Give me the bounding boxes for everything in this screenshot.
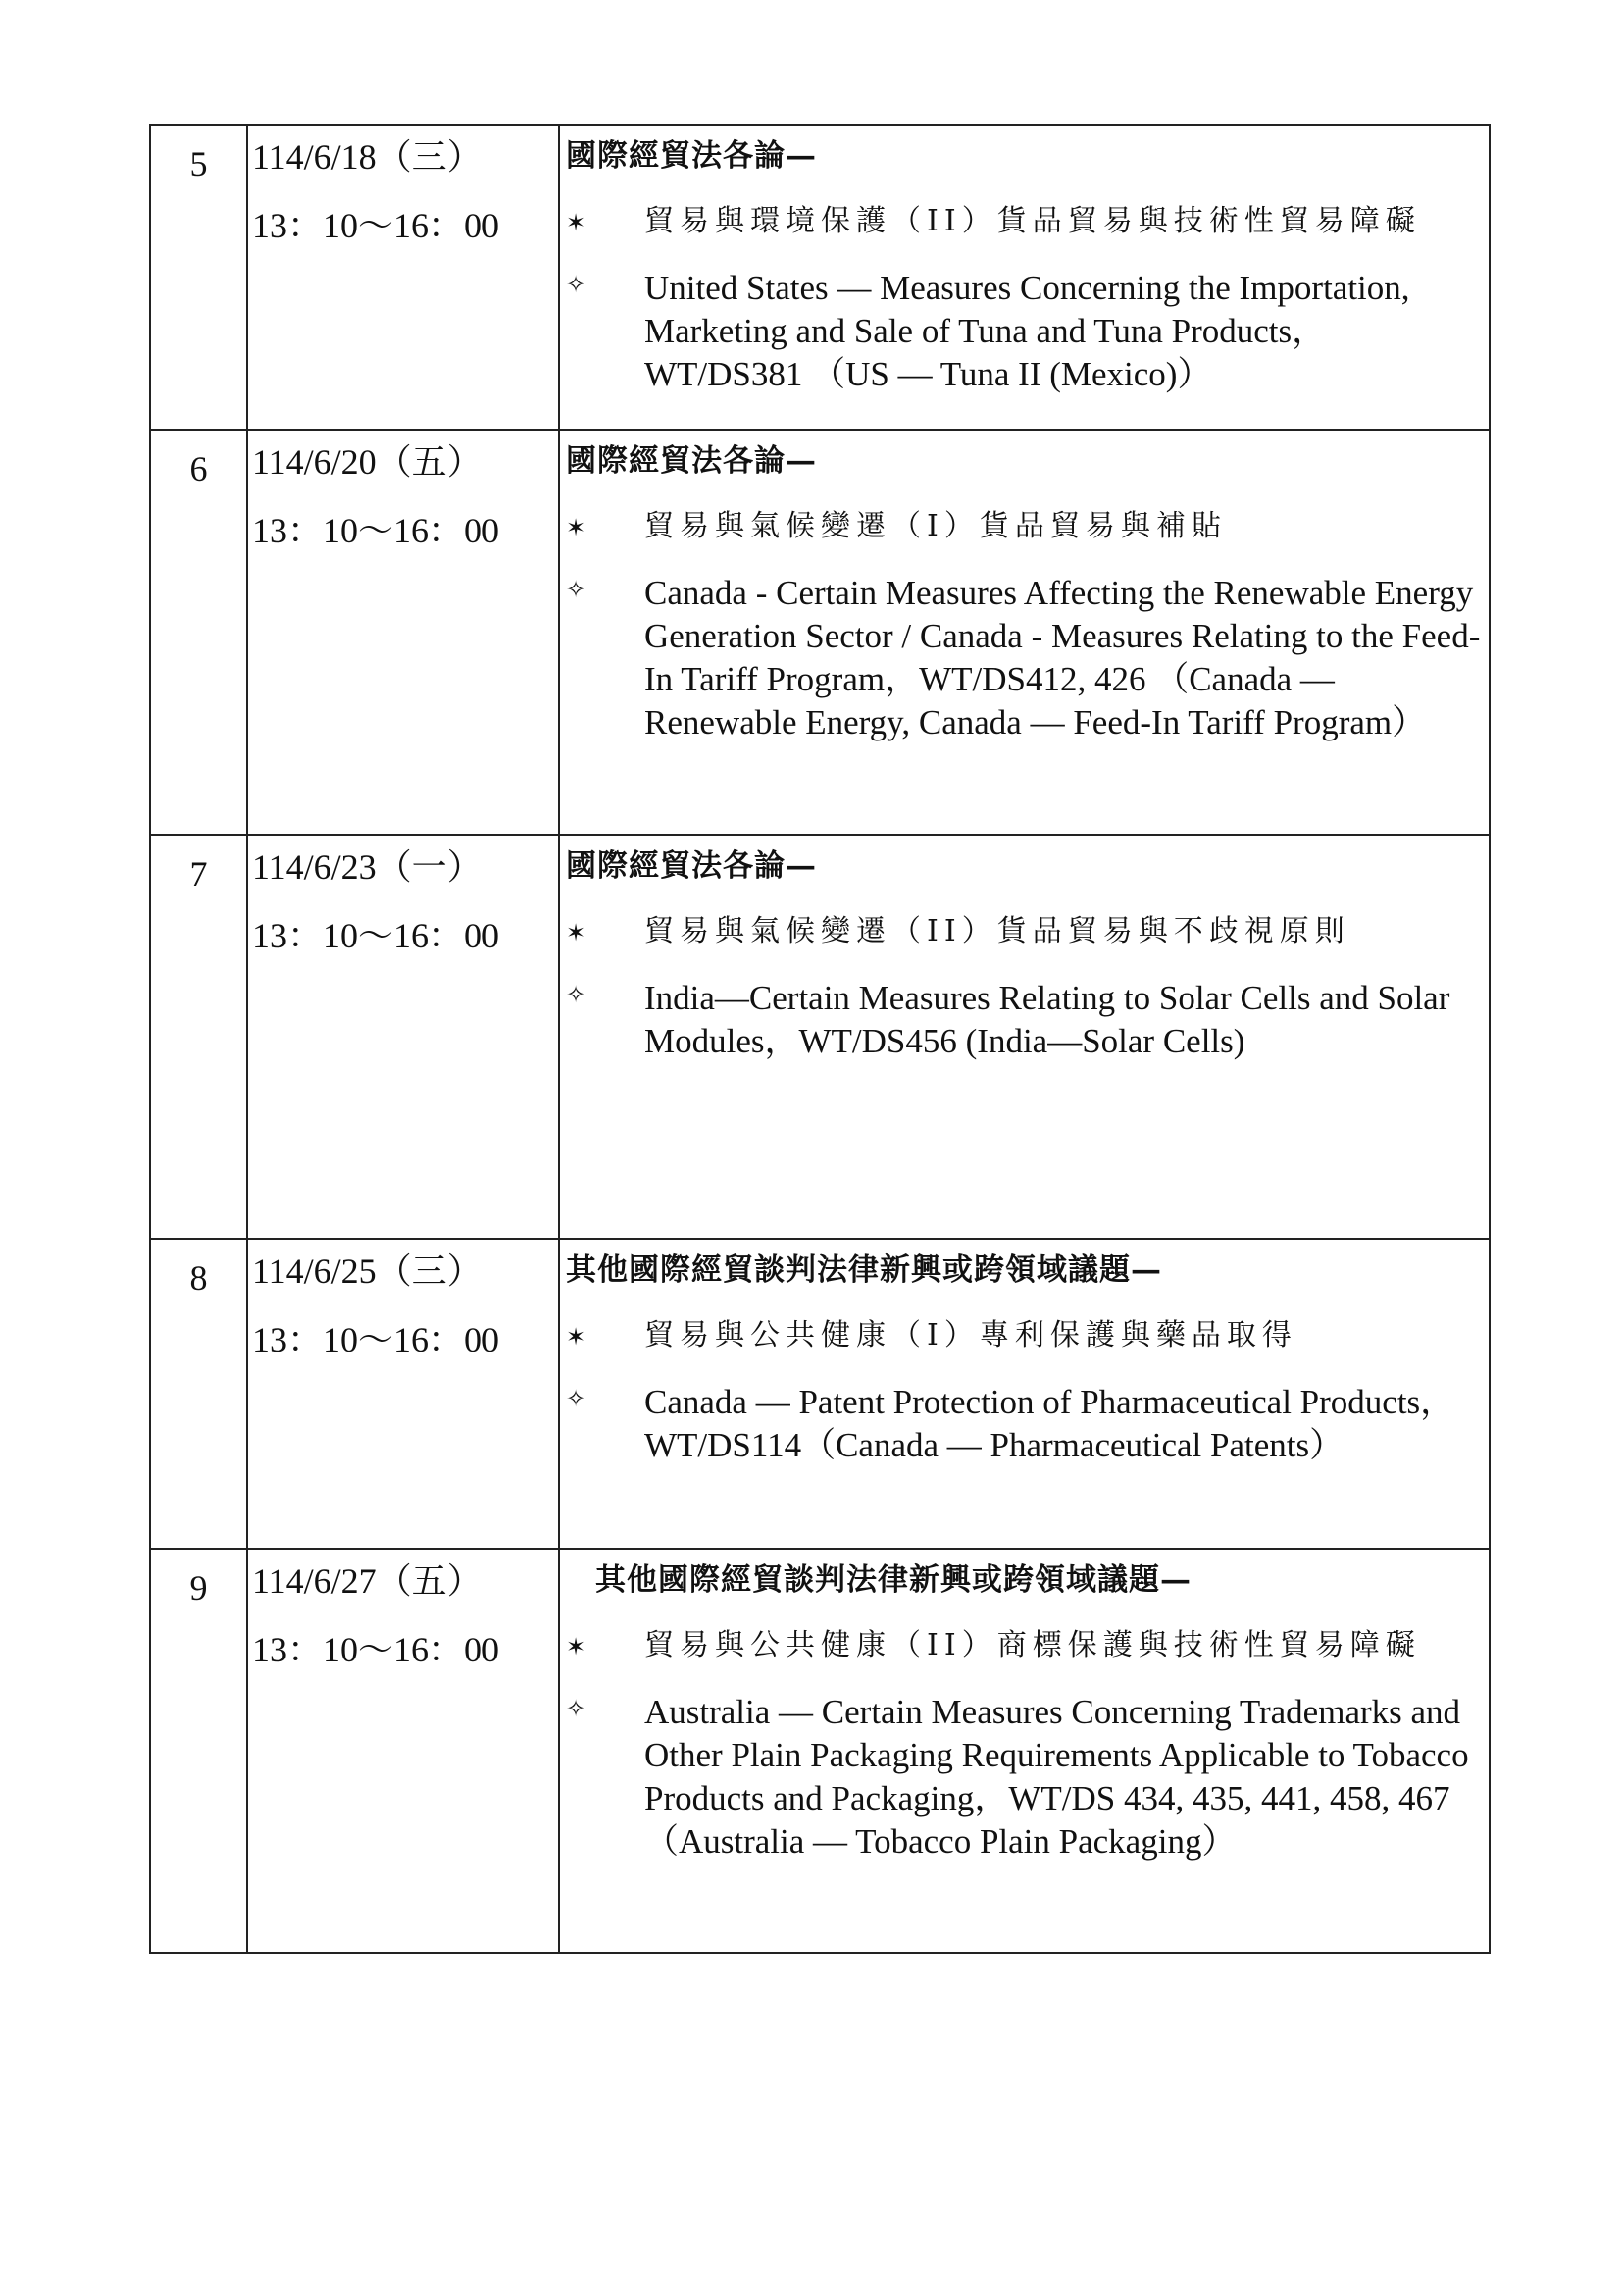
case-item — [566, 572, 1485, 744]
section-title: 國際經貿法各論— — [566, 138, 817, 174]
session-datetime — [247, 835, 559, 1239]
case-text: Australia — Certain Measures Concerning Trademarks and Other Plain Packaging Requirements Applicable to Tobacco Products and Packaging，WT/DS 434, 435, 441, 458, 467（Australia — Tobacco Plain Packaging） — [644, 1693, 1469, 1861]
topic-text: 貿易與氣候變遷（I）貨品貿易與補貼 — [644, 509, 1227, 543]
star-bullet-icon: ✶ — [566, 209, 586, 236]
session-datetime — [247, 1239, 559, 1549]
session-content — [559, 835, 1490, 1239]
table-row — [150, 1549, 1490, 1953]
section-title: 其他國際經貿談判法律新興或跨領域議題— — [566, 1252, 1162, 1288]
session-date: 114/6/18（三） — [252, 137, 482, 177]
section-title: 國際經貿法各論— — [566, 848, 817, 884]
table-row — [150, 1239, 1490, 1549]
section-title: 國際經貿法各論— — [566, 443, 817, 479]
table-row — [150, 125, 1490, 430]
topic-text: 貿易與公共健康（II）商標保護與技術性貿易障礙 — [644, 1628, 1421, 1662]
section-title: 其他國際經貿談判法律新興或跨領域議題— — [595, 1562, 1192, 1598]
session-number: 9 — [150, 1549, 247, 1953]
case-text: Canada - Certain Measures Affecting the Renewable Energy Generation Sector / Canada - Measures Relating to the Feed- In Tariff Program，WT/DS412, 426 （Canada — Renewable Energy, Canada — Feed-In Tariff Program） — [644, 574, 1481, 741]
session-time: 13：10～16：00 — [252, 916, 500, 955]
session-datetime — [247, 1549, 559, 1953]
sparkle-bullet-icon: ✧ — [566, 271, 586, 298]
topic-item — [566, 1319, 1485, 1352]
case-item — [566, 977, 1485, 1063]
topic-text: 貿易與氣候變遷（II）貨品貿易與不歧視原則 — [644, 914, 1350, 948]
topic-text: 貿易與環境保護（II）貨品貿易與技術性貿易障礙 — [644, 204, 1421, 238]
session-number: 5 — [150, 125, 247, 430]
session-datetime — [247, 125, 559, 430]
session-number: 8 — [150, 1239, 247, 1549]
case-item — [566, 267, 1485, 396]
session-date: 114/6/23（一） — [252, 847, 482, 887]
sparkle-bullet-icon: ✧ — [566, 576, 586, 603]
session-date: 114/6/25（三） — [252, 1251, 482, 1291]
course-schedule-table — [149, 124, 1491, 1954]
sparkle-bullet-icon: ✧ — [566, 1385, 586, 1412]
session-number: 6 — [150, 430, 247, 835]
star-bullet-icon: ✶ — [566, 1323, 586, 1351]
table-row — [150, 835, 1490, 1239]
session-time: 13：10～16：00 — [252, 511, 500, 550]
topic-text: 貿易與公共健康（I）專利保護與藥品取得 — [644, 1318, 1297, 1352]
session-time: 13：10～16：00 — [252, 1320, 500, 1359]
topic-item — [566, 1629, 1485, 1661]
session-time: 13：10～16：00 — [252, 206, 500, 245]
session-content — [559, 125, 1490, 430]
session-content — [559, 430, 1490, 835]
topic-item — [566, 915, 1485, 947]
star-bullet-icon: ✶ — [566, 514, 586, 541]
sparkle-bullet-icon: ✧ — [566, 981, 586, 1008]
case-text: United States — Measures Concerning the Importation, Marketing and Sale of Tuna and Tuna Products，WT/DS381 （US — Tuna II (Mexico)） — [644, 269, 1410, 393]
case-text: India—Certain Measures Relating to Solar Cells and Solar Modules，WT/DS456 (India—Solar Cells) — [644, 979, 1450, 1060]
case-item — [566, 1381, 1485, 1467]
sparkle-bullet-icon: ✧ — [566, 1695, 586, 1722]
session-content — [559, 1549, 1490, 1953]
topic-item — [566, 205, 1485, 237]
session-content — [559, 1239, 1490, 1549]
topic-item — [566, 510, 1485, 542]
table-row — [150, 430, 1490, 835]
session-number: 7 — [150, 835, 247, 1239]
session-time: 13：10～16：00 — [252, 1630, 500, 1669]
case-item — [566, 1691, 1485, 1863]
session-date: 114/6/27（五） — [252, 1561, 482, 1601]
session-datetime — [247, 430, 559, 835]
star-bullet-icon: ✶ — [566, 1633, 586, 1660]
session-date: 114/6/20（五） — [252, 442, 482, 482]
star-bullet-icon: ✶ — [566, 919, 586, 946]
case-text: Canada — Patent Protection of Pharmaceutical Products，WT/DS114（Canada — Pharmaceutical Patents） — [644, 1383, 1455, 1464]
